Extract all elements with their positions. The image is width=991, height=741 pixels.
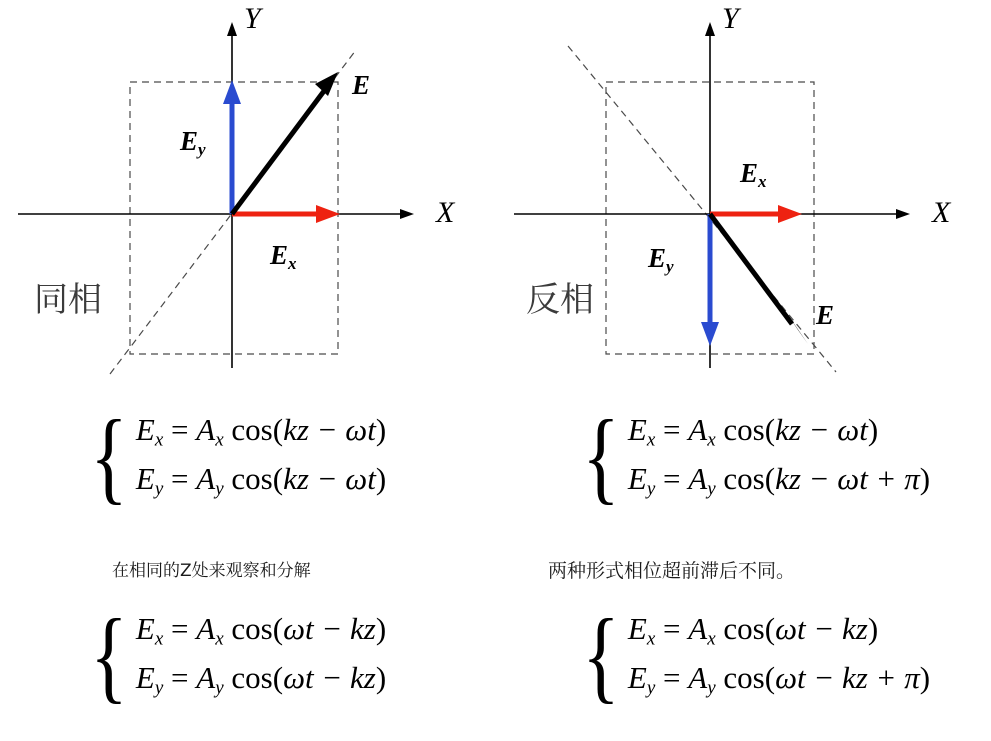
equation-block-left-top (84, 399, 387, 514)
diagram-panel-in-phase (0, 0, 495, 390)
e-vector-label: E (352, 70, 371, 100)
equation-block-left-bottom (84, 598, 387, 713)
ex-vector-label: $E_x$ (270, 240, 297, 273)
ey-vector-label: $E_y$ (648, 243, 674, 276)
ey-vector-arrowhead (701, 322, 719, 346)
ey-vector-arrowhead (223, 80, 241, 104)
equation-ey-right-top: $E_y = A_y$ cos(kz − ωt + π) (627, 460, 931, 500)
e-resultant-arrowhead (315, 72, 338, 96)
phase-label-anti-phase: 反相 (526, 280, 594, 320)
equation-block-right-top (576, 399, 931, 514)
equation-ex-right-top: $E_x = A_x$ cos(kz − ωt) (627, 412, 879, 451)
ex-vector-arrowhead (316, 205, 340, 223)
ey-vector-label: $E_y$ (180, 126, 206, 159)
equation-ey-left-bottom: $E_y = A_y$ cos(ωt − kz) (135, 659, 387, 699)
left-brace-icon: { (582, 598, 620, 713)
ex-vector-arrowhead (778, 205, 802, 223)
y-axis-label: Y (722, 2, 739, 35)
x-axis-label: X (436, 196, 455, 229)
e-resultant-arrowhead (786, 312, 808, 344)
equation-ey-right-bottom: $E_y = A_y$ cos(ωt − kz + π) (627, 659, 931, 699)
equation-ex-right-bottom: $E_x = A_x$ cos(ωt − kz) (627, 611, 879, 650)
equation-ey-left-top: $E_y = A_y$ cos(kz − ωt) (135, 460, 387, 500)
e-resultant-arrow (710, 214, 792, 324)
vector-diagram-right (496, 0, 991, 390)
phase-label-in-phase: 同相 (34, 280, 102, 320)
left-brace-icon: { (90, 598, 128, 713)
ex-vector-label: $E_x$ (740, 158, 767, 191)
y-axis-arrowhead (705, 22, 715, 36)
e-vector-label: E (816, 300, 835, 330)
x-axis-arrowhead (400, 209, 414, 219)
equation-block-right-bottom (576, 598, 931, 713)
equation-ex-left-bottom: $E_x = A_x$ cos(ωt − kz) (135, 611, 387, 650)
equation-ex-left-top: $E_x = A_x$ cos(kz − ωt) (135, 412, 387, 451)
vector-diagram-left (0, 0, 495, 390)
y-axis-arrowhead (227, 22, 237, 36)
diagram-panel-anti-phase (496, 0, 991, 390)
caption-left: 在相同的Z处来观察和分解 (112, 561, 311, 581)
y-axis-label: Y (244, 2, 261, 35)
e-resultant-arrow (232, 91, 324, 214)
left-brace-icon: { (90, 399, 128, 514)
x-axis-label: X (932, 196, 951, 229)
left-brace-icon: { (582, 399, 620, 514)
x-axis-arrowhead (896, 209, 910, 219)
caption-right: 两种形式相位超前滞后不同。 (548, 560, 796, 582)
